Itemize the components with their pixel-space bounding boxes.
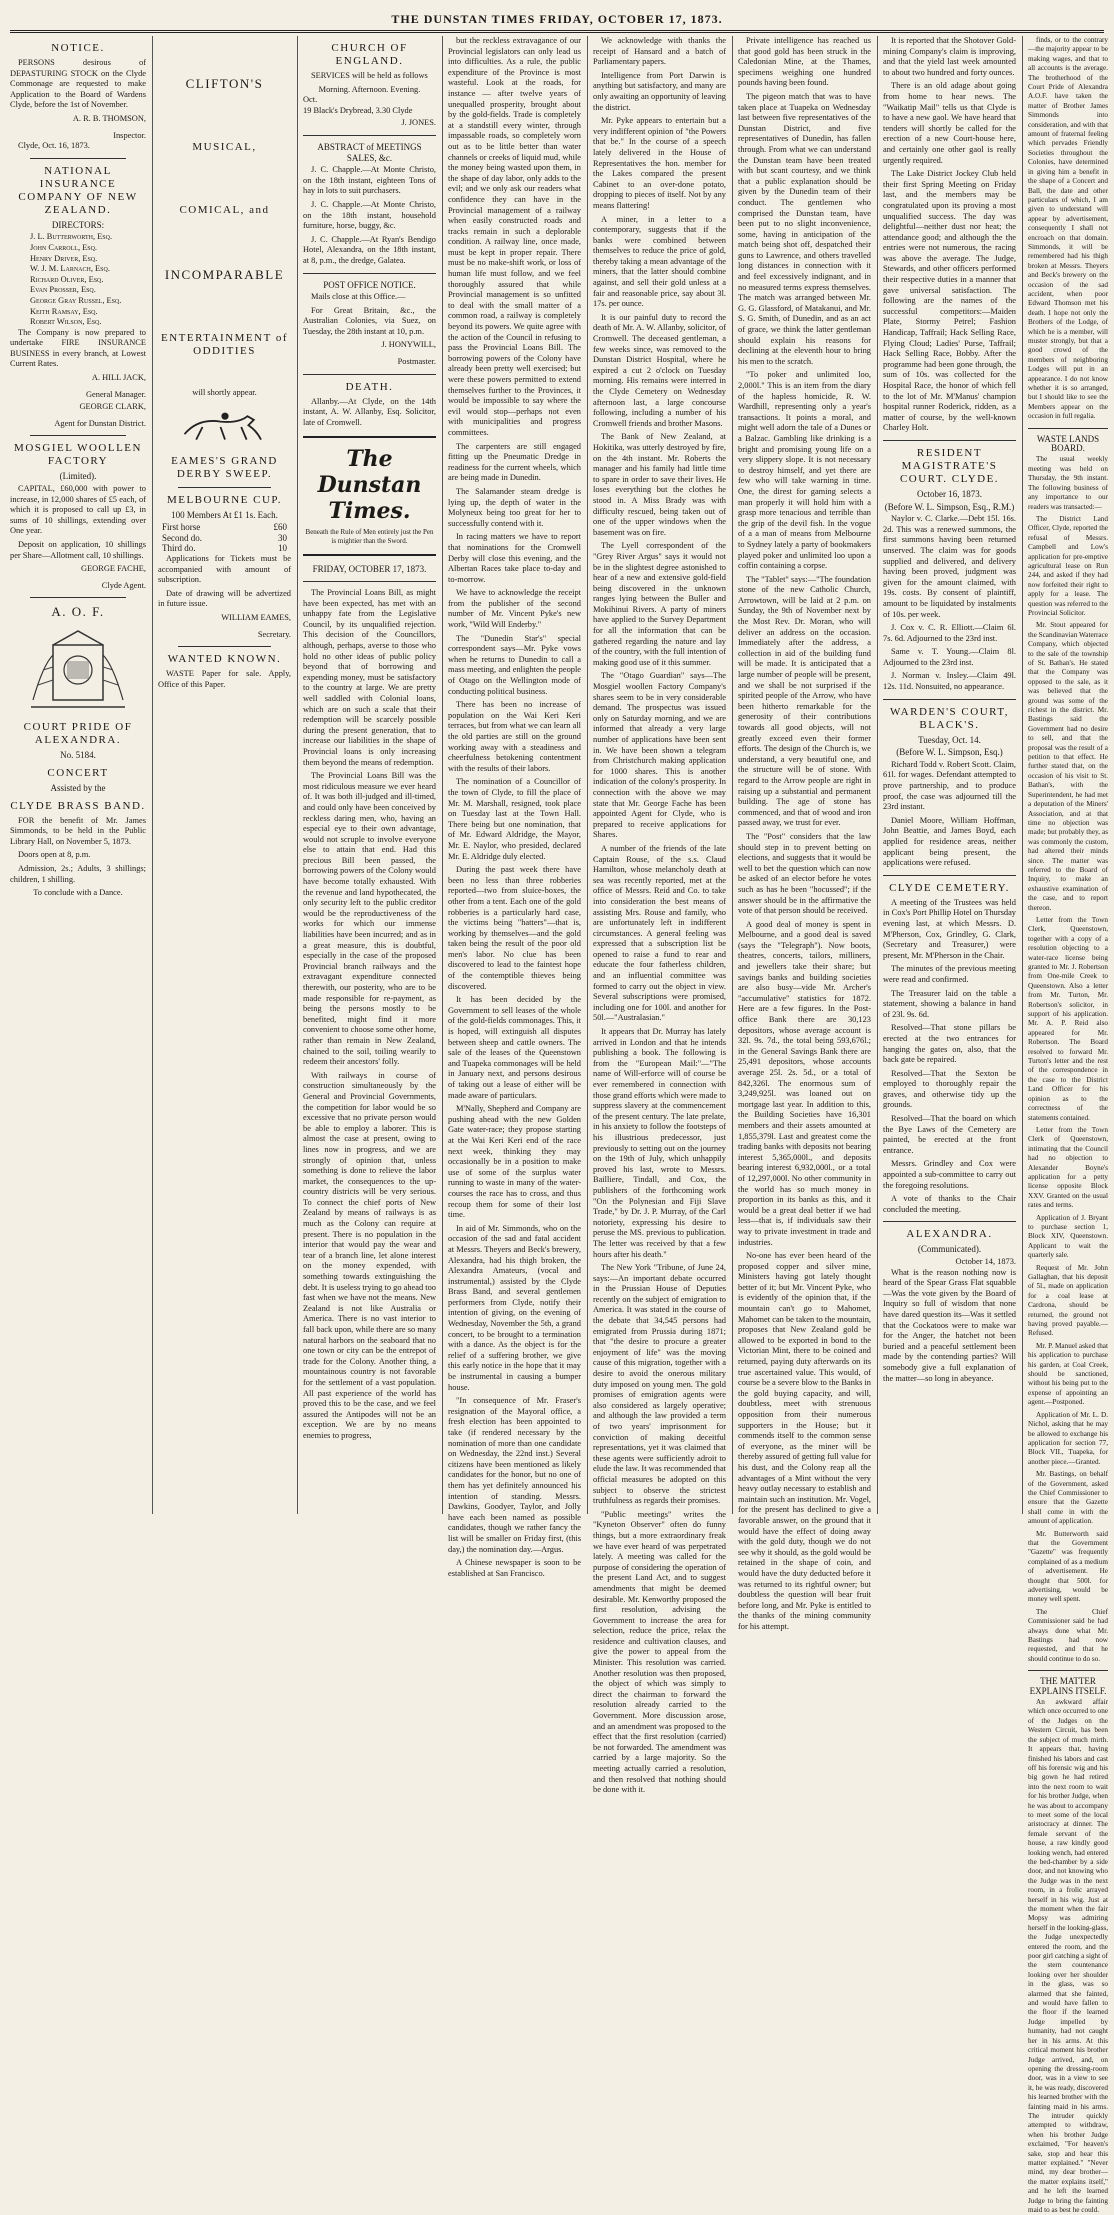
news-paragraph: Intelligence from Port Darwin is anything but satisfactory, and many are only awaiting an opportunity of leaving the district. [593, 70, 726, 112]
director-name: Evan Prosser, Esq. [30, 285, 96, 295]
news-paragraph: Private intelligence has reached us that good gold has been struck in the Caledonian Mine, at the Thames, specimens weighing one hundred pounds having been found. [738, 36, 871, 88]
rm-court-before: (Before W. L. Simpson, Esq., R.M.) [884, 501, 1015, 512]
column-5 [593, 36, 726, 1795]
news-paragraph: A miner, in a letter to a contemporary, suggests that if the banks were combined between themselves to reduce the price of gold, thereby taking a mean advantage of the miners, that the latter should combine against, and sell their gold unless at a fair and reasonable price, say about 3l. 17s. per ounce. [593, 214, 726, 309]
eames-drawing: Date of drawing will be advertized in future issue. [158, 588, 291, 609]
alexandra-paragraph: What is the reason nothing now is heard of the Spear Grass Flat squabble—Was the vote given by the Board of Inquiry so full of wisdom that none have dared question its—Was it settled that the Cockatoos were to make war for the Anger, the hatchet not been buried and a peaceful settlement been made by the contending parties? Will somebody give a full explanation of the matter—so long in abeyance. [883, 1267, 1016, 1383]
court-heading: COURT PRIDE OF ALEXANDRA. [23, 721, 133, 747]
directors-heading: DIRECTORS: [51, 219, 105, 230]
post-office-body: Mails close at this Office.— [311, 292, 406, 302]
abstract-heading: ABSTRACT of MEETINGS SALES, &c. [317, 141, 422, 163]
incomparable-heading: INCOMPARABLE [164, 267, 285, 282]
insurance-agent: GEORGE CLARK, [79, 402, 146, 412]
concert-doors: Doors open at 8, p.m. [18, 850, 91, 860]
news-paragraph: A number of the friends of the late Captain Rouse, of the s.s. Claud Hamilton, whose melancholy death at sea was recently reported, met at the office of Messrs. Reid and Co. to take into consideration the best means of assisting Mrs. Rouse and family, who are unfortunately left in indifferent circumstances. A general feeling was expressed that a subscription list be opened to raise a fund to rear and educate the four fatherless children, and an influential committee was formed to carry out the object in view. Several subscriptions were promised, including one for 100l. and another for 50l.—"Australasian." [593, 843, 726, 1023]
court-case: Daniel Moore, William Hoffman, John Beattie, and James Boyd, each applied for residence areas, neither applicant being present, the applications were refused. [883, 815, 1016, 868]
insurance-body: The Company is now prepared to undertake FIRE INSURANCE BUSINESS in every branch, at Lowest Current Rates. [10, 327, 146, 369]
waste-lands-paragraph: Application of J. Bryant to purchase section 1, Block XIV, Queenstown. Applicant to wait the quarterly sale. [1028, 1213, 1108, 1260]
prize-row [158, 533, 291, 544]
news-paragraph: No-one has ever been heard of the proposed copper and silver mine, Ministers having got lately thought better of it; but Mr. Vincent Pyke, who is evidently of the opinion that, if the mountain can't go to Mahomet, Mahomet can be taken to the mountain, proposes that New Zealand gold be allowed to be exported in bond to the Victorian Mint, there to be coined and returned, paying duty afterwards on its true ascertained value. This would, of course be a severe blow to the Banks in the gold buying capacity, and will, doubtless, meet with strenuous opposition from their numerous supporters in the House; but it commends itself to the common sense of everyone, as the miner will be thereby assured of getting full value for his dust, and the Colony reap all the advantages of a Mint without the very heavy outlay necessary to establish and maintain such an institution. Mr. Vogel, for the present has declined to give a favorable answer, on the ground that it would have the effect of doing away with the gold duty, though we do not see why it should, as the gold would be retained in the shape of coin, and would have the duty deducted before it was returned to its rightful owner; but doubtless the question will bear fruit before long, and Mr. Pyke is entitled to the thanks of the mining community for his attempt. [738, 1251, 871, 1631]
eames-signature: WILLIAM EAMES, [221, 612, 291, 622]
church-signature: J. JONES. [401, 118, 436, 128]
director-name: J. L. Butterworth, Esq. [30, 232, 113, 242]
alexandra-heading: ALEXANDRA. [906, 1228, 993, 1241]
mosgiel-body: CAPITAL, £60,000 with power to increase, in 12,000 shares of £5 each, of which it is proposed to call up £3, in sums of 10 shillings, extending over One year. [10, 484, 146, 536]
prize-value: 30 [278, 532, 287, 543]
wardens-court-before: (Before W. L. Simpson, Esq.) [896, 747, 1003, 758]
waste-lands-paragraph: The usual weekly meeting was held on Thursday, the 9th instant. The following business of any importance to our readers was transacted:— [1028, 455, 1108, 511]
news-paragraph: The "Tablet" says:—"The foundation stone of the new Catholic Church, Arrowtown, will be laid at 2 p.m. on Sunday, the 9th of November next by the Most Rev. Dr. Moran, who will deliver an address on the occasion. Immediately after the address, a collection in aid of the building fund will be made. It is anticipated that a large number of people will be present, and we shall be not surprised if the spirited people of the Arrow, who have been hitherto remarkable for the generosity of their contributions towards all good objects, will not greatly exceed even their former efforts. The design of the Church is, we understand, a very beautiful one, and the structure will be of stone. With regard to the Arrow people are right in raising up a substantial and permanent building. The age of stone has commenced, and that of wood and iron passed away, we trust for ever. [738, 574, 871, 828]
prize-label: First horse [162, 522, 201, 533]
mosgiel-signature: GEORGE FACHE, [81, 564, 146, 574]
column-2 [158, 36, 291, 1514]
notice-date: Clyde, Oct. 16, 1873. [18, 141, 90, 151]
news-paragraph: It appears that Dr. Murray has lately arrived in London and that he intends publishing a book. The following is from the "European Mail:"—"The name of Will-erforce will of course be ever remembered in connection with those grand efforts which were made to suppress slavery at the commencement of the present century. The late prelate, in his anxiety to follow the footsteps of his illustrious predecessor, just previously to setting out on the journey on the 19th of July, which unhappily proved his last, wrote to Messrs. Bailliere, Tindall, and Cox, the publishers of the forthcoming work "On the Polynesian and Fiji Slave Trade," by Dr. J. P. Murray, of the Carl notoriety, expressing his desire to peruse the MS. previous to publication. The letter was received by that a few hours after his death." [593, 1027, 726, 1259]
insurance-agent-role: Agent for Dunstan District. [54, 418, 146, 428]
column-rule [152, 36, 153, 1514]
court-number: No. 5184. [60, 750, 96, 761]
column-rule [297, 36, 298, 1514]
eames-body: Applications for Tickets must be accompanied with amount of subscription. [158, 553, 291, 585]
musical-heading: MUSICAL, [192, 141, 257, 153]
church-heading: CHURCH OF ENGLAND. [331, 42, 408, 67]
prize-label: Third do. [162, 543, 196, 554]
notice-body: PERSONS desirous of DEPASTURING STOCK on the Clyde Commonage are requested to make Application to the Board of Wardens Clyde, before the 1st of November. [10, 58, 146, 110]
post-office-signature-role: Postmaster. [397, 357, 436, 367]
news-paragraph: M'Nally, Shepherd and Company are pushing ahead with the new Golden Gate water-race; they propose starting at the Wai Keri Keri end of the race next week, thinking they may occasionally be in a position to make use of some of the surplus water running to waste in many of the water-courses the race has to cross, and thus recoup them for some of their lost time. [448, 1104, 581, 1220]
news-paragraph: The Bank of New Zealand, at Hokitika, was utterly destroyed by fire, on the 4th instant. Mr. Roberts the manager and his family had little time to spare in order to save their lives. He loses everything but the clothes he stood in. A Miss Brady was with difficulty rescued, being taken out of one of the upper windows when the basement was on fire. [593, 432, 726, 537]
court-case: Naylor v. C. Clarke.—Debt 15l. 16s. 2d. This was a renewed summons, the first summons having been returned unserved. The claim was for goods supplied and delivered, and delivery having been proved, judgment was given for the amount claimed, with 19s. costs. By consent of plaintiff, amount to be liquidated by instalments of 10s. per week. [883, 514, 1016, 619]
waste-lands-paragraph: Request of Mr. John Gallaghan, that his deposit of 5l., made on application for a coal lease at Cardrona, should be returned, the ground not having proved payable.—Refused. [1028, 1263, 1108, 1338]
prize-label: Second do. [162, 532, 202, 543]
concert-heading: CONCERT [47, 766, 109, 779]
director-name: Robert Wilson, Esq. [30, 317, 102, 327]
clifton-heading: CLIFTON'S [185, 76, 264, 91]
waste-lands-paragraph: Letter from the Town Clerk of Queenstown, intimating that the Council had no objection to Alexander Boyne's application for a petty license opposite Block XXV. Granted on the usual rates and terms. [1028, 1125, 1108, 1210]
director-name: Henry Driver, Esq. [30, 253, 98, 263]
waste-lands-paragraph: Mr. Stout appeared for the Scandinavian Waterrace Company, which objected to the sale of the township of St. Bathan's. He stated that the Company was opposed to the sale, as it was believed that the ground was some of the richest in the district. Mr. Bastings said the Government had no desire to sell, and that the proposal was the result of a petition to that effect. He further stated that, on the occasion of his visit to St. Bathan's, with the Superintendent, he had met a deputation of the Miners' Association, and at that time no objection was made; but probably they, as was commonly the custom, had altered their minds since. The matter was referred to the Board of Inquiry, to make an exhaustive examination of the case, and to report thereon. [1028, 621, 1108, 912]
cemetery-paragraph: Messrs. Grindley and Cox were appointed a sub-committee to carry out the foregoing resolutions. [883, 1159, 1016, 1190]
cemetery-paragraph: Resolved—That the Sexton be employed to thoroughly repair the graves, and otherwise tidy up the grounds. [883, 1068, 1016, 1110]
news-paragraph: It has been decided by the Government to sell leases of the whole of the gold-fields commonages. This, it is hoped, will extinguish all disputes between sheep and cattle owners. The sale of the leases of the Queenstown and Tuapeka commonages will be held in January next, and persons desirous of taking out a lease of either will be made aware of particulars. [448, 995, 581, 1100]
news-paragraph: "Public meetings" writes the "Kyneton Observer" often do funny things, but a more extraordinary freak we have ever heard of was perpetrated lately. A meeting was called for the purpose of considering the operation of the present Land Act, and to suggest amendments that might be deemed desirable. Mr. Kenworthy proposed the first resolution, advising the Government to increase the area for selection, reduce the price, relax the residence and cultivation clauses, and give the power to appeal from the Minister. This resolution was carried. Another resolution was then proposed, the object of which was simply to direct the chairman to forward the resolution already carried to the Government. More discussion arose, and an amendment was proposed to the effect that the first resolution (carried) be not forwarded. The amendment was carried by a large majority. So the meeting actually carried a resolution, and then resolved that nothing should be done with it. [593, 1509, 726, 1795]
column-8 [1028, 36, 1108, 2214]
director-name: Keith Ramsay, Esq. [30, 306, 98, 316]
horse-racing-icon [170, 409, 280, 445]
mosgiel-heading: MOSGIEL WOOLLEN FACTORY [14, 442, 142, 468]
notice-signature-role: Inspector. [113, 130, 146, 140]
concert-admission: Admission, 2s.; Adults, 3 shillings; children, 1 shilling. [10, 863, 146, 884]
news-paragraph: finds, or to the contrary—the majority appear to be making wages, and that to all accounts is the average. The brotherhood of the Court Pride of Alexandra A.O.F. have taken the matter of Brother James Simmonds into consideration, and with that amount of fraternal feeling which pervades Friendly Societies throughout the Colonies, have determined in giving him a benefit in the shape of a Concert and Ball, the date and other particulars of which, I am given to understand will appear by advertisement, consequently I shall not encroach on that domain. Simmonds, it will be remembered had his thigh broken at Messrs. Theyers and Beck's brewery on the occasion of the sad accident, when poor Edward Thomson met his death. I hope not only the Brothers of the Lodge, of which he is a member, will muster strongly, but that a good crowd of the members of neighboring Lodges will put in an appearance. I do not know whether it is so arranged, but I should like to see the Members appear on the occasion in full regalia. [1028, 36, 1108, 421]
news-paragraph: The New York "Tribune, of June 24, says:—An important debate occurred in the Prussian House of Deputies recently on the subject of emigration to America. It was stated in the course of the debate that 34,545 persons had emigrated from Prussia during 1871; that "the desire to procure a greater enjoyment of life" was the moving cause of this migration, together with a desire to avoid the onerous military duty imposed on young men. The gold promises of emigration agents were also considered as largely operative; and although the law provided a term of two years' imprisonment for conviction of making deceitful representations, yet it was claimed that these agents were sufficiently adroit to elude the law. It was recommended that official measures be adopted on this subject to observe the strictest truthfulness as regards their promises. [593, 1263, 726, 1506]
column-6 [738, 36, 871, 1631]
news-paragraph: A good deal of money is spent in Melbourne, and a good deal is saved (says the "Telegraph"). Now boots, theatres, concerts, tailors, milliners, and jewellers take their share; but savings banks and building societies are also busy—vide Mr. Archer's "accumulative" statistics for 1872. Here are a few figures. In the Post-office Bank there are 30,123 depositors, whose average account is 32l. 9s. 7d., the total being 593,676l.; in the General Savings Bank there are 25,491 depositors, whose accounts average 25l. 2s. 5d., or a total of 842,326l. The enormous sum of 3,249,925l. was loaned out on mortgage last year. In addition to this, the Building Societies have 16,301 members and their assets amounted at 1,855,379l. Last and greatest come the trading banks with deposits not bearing interest 5,365,000l., and deposits bearing interest 6,932,000l., or a total of 12,297,000l. No other community in the world has so much money in proportion in its banks as this, and it would be a great deal better if we had less—that is, if individuals saw their way to private investment in trade and industries. [738, 919, 871, 1247]
mosgiel-signature-role: Clyde Agent. [101, 580, 146, 590]
editorial-dateline: FRIDAY, OCTOBER 17, 1873. [312, 564, 427, 575]
church-times: Morning. Afternoon. Evening. [318, 84, 421, 94]
prize-value: 10 [278, 543, 287, 554]
column-rule [877, 36, 878, 1514]
prize-row [158, 522, 291, 533]
cemetery-paragraph: Resolved—That stone pillars be erected at the two entrances for hanging the gates on, also, that the back gate be repaired. [883, 1023, 1016, 1065]
cemetery-paragraph: The minutes of the previous meeting were read and confirmed. [883, 964, 1016, 984]
matter-explains-heading: THE MATTER EXPLAINS ITSELF. [1029, 1676, 1107, 1696]
news-paragraph: There is an old adage about going from home to hear news. The "Waikatip Mail" tells us that Clyde is to have a new gaol. We have heard that tenders will shortly be called for the erection of a new Court-house here, and certainly one other gaol is really urgently required. [883, 81, 1016, 165]
news-paragraph: The Lake District Jockey Club held their first Spring Meeting on Friday last, and the members may be congratulated upon its proving a most unqualified success. The day was delightful—neither dust nor heat; the attendance good; and although the the entries were not numerous, the racing was above the average. The Judge, Stewards, and other officers performed their respective duties in a manner that gave universal satisfaction. The following are the names of the successful competitors:—Maiden Plate, Stormy Petrel; Fashion Handicap, Taffrail; Hack Selling Race, Flying Cloud; Ladies' Purse, Taffrail; Hack Selling Race, Bobby. After the programme had been gone through, the sum of 10s. was collected for the Hospital Race, the honor of which fell to the lot of Mr. M'Manus' champion hospital runner Roderick, ridden, as a matter of course, by the well-known Charley Holt. [883, 169, 1016, 433]
court-case: J. Cox v. C. R. Elliott.—Claim 6l. 7s. 6d. Adjourned to the 23rd inst. [883, 623, 1016, 643]
church-schedule: 19 Black's Drybread, 3.30 Clyde [303, 105, 413, 115]
alexandra-date: October 14, 1873. [955, 1257, 1016, 1266]
column-rule [587, 36, 588, 1514]
comical-heading: COMICAL, and [179, 204, 270, 216]
melbourne-cup-heading: MELBOURNE CUP. [166, 493, 283, 506]
director-name: George Gray Russel, Esq. [30, 295, 122, 305]
news-paragraph: We have to acknowledge the receipt from the publisher of the second number of Mr. Vincent Pyke's new work, "Wild Will Enderby." [448, 588, 581, 630]
concert-body: FOR the benefit of Mr. James Simmonds, to be held in the Public Library Hall, on November 5, 1873. [10, 815, 146, 846]
insurance-signature-role: General Manager. [86, 389, 146, 399]
news-paragraph: but the reckless extravagance of our Provincial legislators can only lead us into difficulties. As a rule, the public expenditure of the Province is most wasteful. Look at the roads, for instance — after twelve years of unequalled prosperity, brought about by the gold-fields. Trade is completely at a standstill every winter, through impassable roads, so completely worn out as to be little better than water channels or creeks of liquid mud, while the money being wasted upon them, in the shape of day labor, only adds to the evil; and we only ask our readers what confidence they can have in the Provincial management of a railway when easily constructed roads and tracks remain in such a deplorable condition. A railway line, once made, must be kept in proper repair. There must be no make-shift work, or loss of human life must follow, and we feel thoroughly assured that while Provincial management is so unfitted to deal with the small matter of a common road, a railway is completely beyond its powers. We quite agree with the action of the Council in refusing to pass the Provincial Loans Bill. The borrowing powers of the Colony have already been pretty well exercised; but were these powers permitted to extend themselves further to the Provinces, it would be impossible to say where the evil would stop—perhaps not even with municipalities and progress committees. [448, 36, 581, 437]
prize-row [158, 543, 291, 554]
abstract-item: J. C. Chapple.—At Monte Christo, on the 18th instant, eighteen Tons of hay in lots to suit purchasers. [303, 165, 436, 196]
column-3 [303, 36, 436, 1514]
news-paragraph: Mr. Pyke appears to entertain but a very indifferent opinion of "the Powers that be." In the course of a speech lately delivered in the House of Representatives the hon. member for the Lakes compared the present Cabinet to an over-done potato, dropping to pieces of itself. Not by any means flattering! [593, 116, 726, 210]
post-office-body-2: For Great Britain, &c., the Australian Colonies, via Suez, on Tuesday, the 28th instant at 10, p.m. [303, 305, 436, 336]
matter-explains-paragraph: An awkward affair which once occurred to one of the Judges on the Western Circuit, has been the subject of much mirth. It appears that, having finished his labors and cast off his forensic wig and his big gown he had retired into the next room to wait for his brother Judge, when he was about to accompany to meet some of the local aristocracy at dinner. The female servant of the house, a raw kindly good looking wench, had entered the bed-chamber by a side door, and not knowing who the Judge was in the next room, in a frolic arrayed herself in his wig. Just at the moment when the fair Mopsy was admiring herself in the looking-glass, the Judge unexpectedly entered the room, and the poor girl catching a sight of the stern countenance looking over her shoulder in the glass, was so alarmed that she fainted, and would have fallen to the floor if the learned Judge impelled by humanity, had not caught her in his arms. At this critical moment his brother Judge arrived, and, on opening the dressing-room door, was in a view to see it, he was ready, discovered his learned brother with the fainting maid in his arms. The intruder quickly attempted to withdraw, when his brother Judge exclaimed, "For heaven's sake, stop and hear this matter explained." "Never mind, my dear brother—the matter explains itself," and he left the learned Judge to bring the fainting maid to as best he could. [1028, 1698, 1108, 2214]
column-7 [883, 36, 1016, 1514]
post-office-heading: POST OFFICE NOTICE. [323, 279, 416, 290]
notice-heading: NOTICE. [51, 42, 105, 54]
paper-title: The Dunstan Times. [317, 446, 422, 525]
column-4 [448, 36, 581, 1578]
news-paragraph: The Salamander steam dredge is lying up, the depth of water in the Molyneux being too great for her to successfully contend with it. [448, 486, 581, 528]
waste-lands-paragraph: The Chief Commissioner said he had always done what Mr. Bastings had now requested, and that he should continue to do so. [1028, 1607, 1108, 1663]
alexandra-communicated: (Communicated). [917, 1244, 982, 1255]
concert-assisted: Assisted by the [50, 782, 106, 793]
news-paragraph: The "Otago Guardian" says—The Mosgiel woollen Factory Company's shares seem to be in very considerable demand. The prospectus was issued only on Saturday morning, and we are informed that already a very large number of applications have been sent in. We have been shown a telegram from Christchurch making application for 1000 shares. This is another indication of the colony's prosperity. In connection with the above we may state that Mr. George Fache has been appointed Agent for Clyde, who is prepared to receive applications for Shares. [593, 671, 726, 840]
rm-court-date: October 16, 1873. [917, 488, 982, 499]
waste-lands-paragraph: Mr. P. Manuel asked that his application to purchase his garden, at Coal Creek, should be sanctioned, without his being put to the expense of appointing an agent.—Postponed. [1028, 1341, 1108, 1407]
news-paragraph: During the past week there have been no less than three robberies reported—two from sluice-boxes, the other from a tent. Each one of the gold robberies is a particularly hard case, the victims being "hatters"—that is, working by themselves—and the gold taken being the result of the poor old men's labor. No clue has been discovered to lead to the faintest hope of the contemptible thieves being discovered. [448, 865, 581, 991]
news-paragraph: The Lyell correspondent of the "Grey River Argus" says it would not be in the slightest degree astonished to hear of a new and extensive gold-field being discovered in the unknown ranges lying between the Buller and Mokihinui Rivers. A party of miners have applied to the Survey Department for all the information that can be gathered regarding the nature and lay of the country, with the full intention of making good use of it this summer. [593, 541, 726, 667]
column-rule [732, 36, 733, 1514]
news-paragraph: It is reported that the Shotover Gold-mining Company's claim is improving, and that the yield last week amounted to about two hundred and forty ounces. [883, 36, 1016, 77]
cemetery-paragraph: A meeting of the Trustees was held in Cox's Port Phillip Hotel on Thursday evening last, at which Messrs. D. M'Pherson, Cox, Grindley, G. Clark, (Secretary and Treasurer,) were present, Mr. M'Pherson in the Chair. [883, 897, 1016, 960]
waste-lands-paragraph: Mr. Butterworth said that the Government "Gazette" was frequently complained of as a medium of advertisement. He thought that 500l. for advertising, would be money well spent. [1028, 1529, 1108, 1604]
waste-lands-paragraph: The District Land Officer, Clyde, reported the refusal of Messrs. Campbell and Low's application for pre-emptive agricultural lease on Run 244, and asked if they had now forfeited their right to apply for a lease. The question was referred to the Provincial Solicitor. [1028, 514, 1108, 617]
court-case: J. Norman v. Insley.—Claim 49l. 12s. 11d. Nonsuited, no appearance. [883, 671, 1016, 692]
news-paragraph: "To poker and unlimited loo, 2,000l." This is an item from the diary of the hapless homicide, R. W. Wardhill, representing only a year's transactions. It points a moral, and might well adorn the tale of a Dunes or a Balzac. Gambling like drinking is a bright and promising young life on a very slippery slope. It is not necessary to destroy himself, and yet there are few who will take warning in time. One, the direst for gaming selects a man properly it will hold him with a grasp more tenacious and terrible than the grip of the devil fish. In the vogue of a a man of means from Melbourne to Sydney lately a party of bookmakers played poker and unlimited loo upon a coffin containing a corpse. [738, 370, 871, 571]
news-paragraph: The pigeon match that was to have taken place at Tuapeka on Wednesday last between five representatives of the Dunstan District, and five representatives of Dunedin, has fallen through. From what we can understand the Dunstan team have been treated with but scant courtesy, and we think that a public explanation should be given by the Dunedin team of their conduct. The gentlemen who comprised the Dunstan team, have been put to no slight inconvenience, some, having in anticipation of the match being shot off, despatched their guns to Lawrence, and others travelled long distances in connection with it and feel excessively indignant, and in no measured terms express themselves. The match was arranged between Mr. G. G. Glassford, of Matakanui, and Mr. S. G. Smith, of Dunedin, and as an act of grace, we think the latter gentleman should explain his reasons for declining at the eleventh hour to bring his men to the scratch. [738, 91, 871, 366]
eames-heading: EAMES'S GRAND DERBY SWEEP. [171, 454, 278, 480]
wanted-body: WASTE Paper for sale. Apply, Office of this Paper. [158, 669, 291, 689]
concert-dance: To conclude with a Dance. [33, 888, 123, 898]
news-paragraph: In aid of Mr. Simmonds, who on the occasion of the sad and fatal accident at Messrs. Theyers and Beck's brewery, Alexandra, had his thigh broken, the Alexandra Amateurs, (vocal and instrumental,) assisted by the Clyde Brass Band, and several gentlemen performers from Clyde, notify their intention of giving, on the evening of Wednesday, November the 5th, a grand concert, to be brought to a termination with a dance. As the object is for the relief of a suffering brother, we give this early notice in the hope that it may be instrumental in causing a bumper house. [448, 1223, 581, 1392]
paper-motto: Beneath the Rule of Men entirely just the Pen is mightier than the Sword. [305, 528, 434, 546]
news-paragraph: There has been no increase of population on the Wai Keri Keri terraces, but from what we can learn all the old parties are still on the ground working away with a steadiness and cheerfulness betokening contentment with the results of their labors. [448, 700, 581, 773]
members-line: 100 Members At £1 1s. Each. [171, 509, 278, 520]
news-paragraph: The "Dunedin Star's" special correspondent says—Mr. Pyke vows when he returns to Dunedin to call a mass meeting, and enlighten the people of Otago on the Wellington mode of conducting political business. [448, 633, 581, 696]
foresters-crest-icon [23, 625, 133, 715]
notice-signature: A. R. B. THOMSON, [72, 113, 146, 123]
cemetery-paragraph: Resolved—That the board on which the Bye Laws of the Cemetery are painted, be erected at the front entrance. [883, 1114, 1016, 1155]
editorial-paragraph: With railways in course of construction simultaneously by the General and Provincial Governments, the competition for labor would be so excessive that no private person would be able to employ a laborer. This is almost the case at present, owing to lines now in progress, and we are strongly of opinion that, unless something is done to relieve the labor market, the consequences to the up-country districts will be very serious. To connect the chief ports of New Zealand by means of railways is as much as the Colony can require at present. There is no population in the interior that would pay the wear and tear of a branch line, let alone interest on the money expended, with something towards extinguishing the debt. It is useless trying to go ahead too fast when we have not the means. New Zealand is not like Australia or America. There is no vast interior to fall back upon, while there are so many natural harbors on the seaboard that no one town or city can be the entrepot of trade for the Colony. Another thing, a mountainous country is not favorable for the settlement of a vast population. All past experience of the world has proved this to be the case, and we feel assured the Antipodes will not be an exception. We are by no means enemies to progress, [303, 1070, 436, 1440]
insurance-signature: A. HILL JACK, [91, 373, 146, 383]
news-paragraph: The nomination of a Councillor of the town of Clyde, to fill the place of Mr. M. Marshall, resigned, took place on Tuesday last at the Town Hall. There being but one nomination, that of Mr. Edward Aldridge, the Mayor, Mr. E. Naylor, who presided, declared Mr. E. Aldridge duly elected. [448, 777, 581, 861]
waste-lands-paragraph: Mr. Bastings, on behalf of the Government, asked the Chief Commissioner to ensure that the Gazette shall come in with the amount of application. [1028, 1470, 1108, 1526]
director-name: John Carroll, Esq. [30, 242, 98, 252]
cemetery-heading: CLYDE CEMETERY. [889, 881, 1010, 894]
news-paragraph: The carpenters are still engaged fitting up the Pneumatic Dredge in readiness for the current wheels, which are being made in Dunedin. [448, 441, 581, 483]
cemetery-paragraph: The Treasurer laid on the table a statement, showing a balance in hand of 23l. 9s. 6d. [883, 988, 1016, 1019]
court-case: Same v. T. Young.—Claim 8l. Adjourned to the 23rd inst. [883, 647, 1016, 667]
abstract-item: J. C. Chapple.—At Monte Christo, on the 18th instant, household furniture, horse, buggy, &c. [303, 199, 436, 231]
news-paragraph: "In consequence of Mr. Fraser's resignation of the Mayoral office, a fresh election has been appointed to take (if rendered necessary by the nomination of more than one candidate on Wednesday, the 22nd inst.) Several citizens have been mentioned as likely candidates for the honor, but no one of them has yet definitely announced his intention of standing. Messrs. Dawkins, Goodyer, Taylor, and Jolly have each been named as possible candidates, though we rather fancy the list will be smaller on Friday first, (this day,) the nomination day.—Argus. [448, 1396, 581, 1554]
editorial-paragraph: The Provincial Loans Bill was the most ridiculous measure we ever heard of. It was both ill-judged and ill-timed, and could only have been conceived by reckless daring men, who, having an especial eye to their own advantage, would not scruple to involve everyone else to attain that end. Had this precious Bill been passed, the borrowing powers of the Colony would have become totally exhausted. With the revenue and land hypothecated, the only security left to the public creditor would be the reproductiveness of the works for which our immense liabilities have been incurred; and as in a great measure, this is doubtful, especially in the case of the proposed Provincial branch railways and the extravagant expenditure connected therewith, our posterity, who are to be made responsible for re-payment, as being the persons mostly to be benefited, might find it more convenient to choose some other home, rather than remain in New Zealand, chained to the soil, toiling wearily to redeem their ancestors' folly. [303, 771, 436, 1067]
director-name: W. J. M. Larnach, Esq. [30, 264, 110, 274]
news-paragraph: The "Post" considers that the law should step in to prevent betting on elections, and suggests that it would be well to bet the question which can now be asked of an elector before he votes such as has he been "hocussed"; if the answer should be in the affirmative the vote of that person should be received. [738, 831, 871, 916]
church-body: SERVICES will be held as follows [311, 71, 428, 80]
news-paragraph: In racing matters we have to report that nominations for the Cromwell Derby will close this evening, and the Albertan Races take place to-day and to-morrow. [448, 532, 581, 584]
column-1 [10, 36, 146, 1514]
eames-signature-role: Secretary. [257, 629, 291, 639]
court-case: Richard Todd v. Robert Scott. Claim, 61l. for wages. Defendant attempted to prove partnership, and to produce proof, the case was adjourned till the 23rd instant. [883, 759, 1016, 812]
column-rule [442, 36, 443, 1514]
appear-text: will shortly appear. [192, 388, 257, 397]
abstract-item: J. C. Chapple.—At Ryan's Bendigo Hotel, Alexandra, on the 18th instant, at 8, p.m., the dredge, Galatea. [303, 234, 436, 265]
wardens-court-heading: WARDEN'S COURT, BLACK'S. [890, 705, 1009, 731]
news-paragraph: We acknowledge with thanks the receipt of Hansard and a batch of Parliamentary papers. [593, 36, 726, 67]
post-office-signature: J. HONYWILL, [381, 340, 436, 350]
entertainment-heading: ENTERTAINMENT of ODDITIES [160, 332, 289, 357]
prize-value: £60 [273, 522, 287, 533]
cemetery-paragraph: A vote of thanks to the Chair concluded the meeting. [883, 1194, 1016, 1214]
band-heading: CLYDE BRASS BAND. [10, 799, 146, 812]
church-oct: Oct. [303, 95, 318, 105]
death-body: Allanby.—At Clyde, on the 14th instant, A. W. Allanby, Esq. Solicitor, late of Cromwell. [303, 396, 436, 427]
waste-lands-heading: WASTE LANDS BOARD. [1036, 433, 1100, 454]
directors-list [10, 232, 146, 327]
mosgiel-subheading: (Limited). [59, 471, 97, 482]
wanted-heading: WANTED KNOWN. [167, 653, 282, 666]
wardens-court-date: Tuesday, Oct. 14. [918, 734, 981, 745]
prize-table [158, 522, 291, 554]
director-name: Richard Oliver, Esq. [30, 274, 104, 284]
aof-heading: A. O. F. [51, 604, 105, 620]
page-masthead: THE DUNSTAN TIMES FRIDAY, OCTOBER 17, 1873. [10, 8, 1104, 33]
death-heading: DEATH. [345, 380, 394, 393]
rm-court-heading: RESIDENT MAGISTRATE'S COURT. CLYDE. [899, 446, 1000, 485]
column-rule [1022, 36, 1023, 1514]
editorial-paragraph: The Provincial Loans Bill, as might have been expected, has met with an unhappy fate from the Legislative Council, by its unqualified rejection. This decision of the Councillors, although, perhaps, averse to those who hold no other ideas of public policy beyond that of borrowing and expending money, must be satisfactory to the country at large. We are pretty well saddled with Colonial loans, which are on such a scale that their redemption will be scarcely possible during the present generation, that to increase our liabilities in the shape of Provincial loans is only increasing them beyond the means of redemption. [303, 588, 436, 767]
insurance-heading: NATIONAL INSURANCE COMPANY OF NEW ZEALAND. [18, 164, 138, 216]
mosgiel-deposit: Deposit on application, 10 shillings per Share—Allotment call, 10 shillings. [10, 540, 146, 560]
waste-lands-paragraph: Letter from the Town Clerk, Queenstown, together with a copy of a resolution objecting to a water-race license being granted to Mr. J. Robertson from One-mile Creek to Queenstown. Also a letter from Mr. Turton, Mr. Robertson's solicitor, in support of his application. Mr. A. P. Reid also appeared for Mr. Robertson. The Board resolved to forward Mr. Turton's letter and the rest of the correspondence in the case to the District Land Officer for his opinion as to the correctness of the statements contained. [1028, 915, 1108, 1122]
news-paragraph: A Chinese newspaper is soon to be established at San Francisco. [448, 1558, 581, 1578]
news-paragraph: It is our painful duty to record the death of Mr. A. W. Allanby, solicitor, of Cromwell. The deceased gentleman, a few weeks since, was removed to the Dunstan District Hospital, where he expired a cut 2 o'clock on Tuesday morning. His remains were interred in the Clyde Cemetery on Wednesday afternoon last, a large concourse following, including a number of his Cromwell friends and brother Masons. [593, 312, 726, 428]
waste-lands-paragraph: Application of Mr. L. D. Nichol, asking that he may be allowed to exchange his application for section 77, Block VII., Tuapeka, for another piece.—Granted. [1028, 1410, 1108, 1466]
